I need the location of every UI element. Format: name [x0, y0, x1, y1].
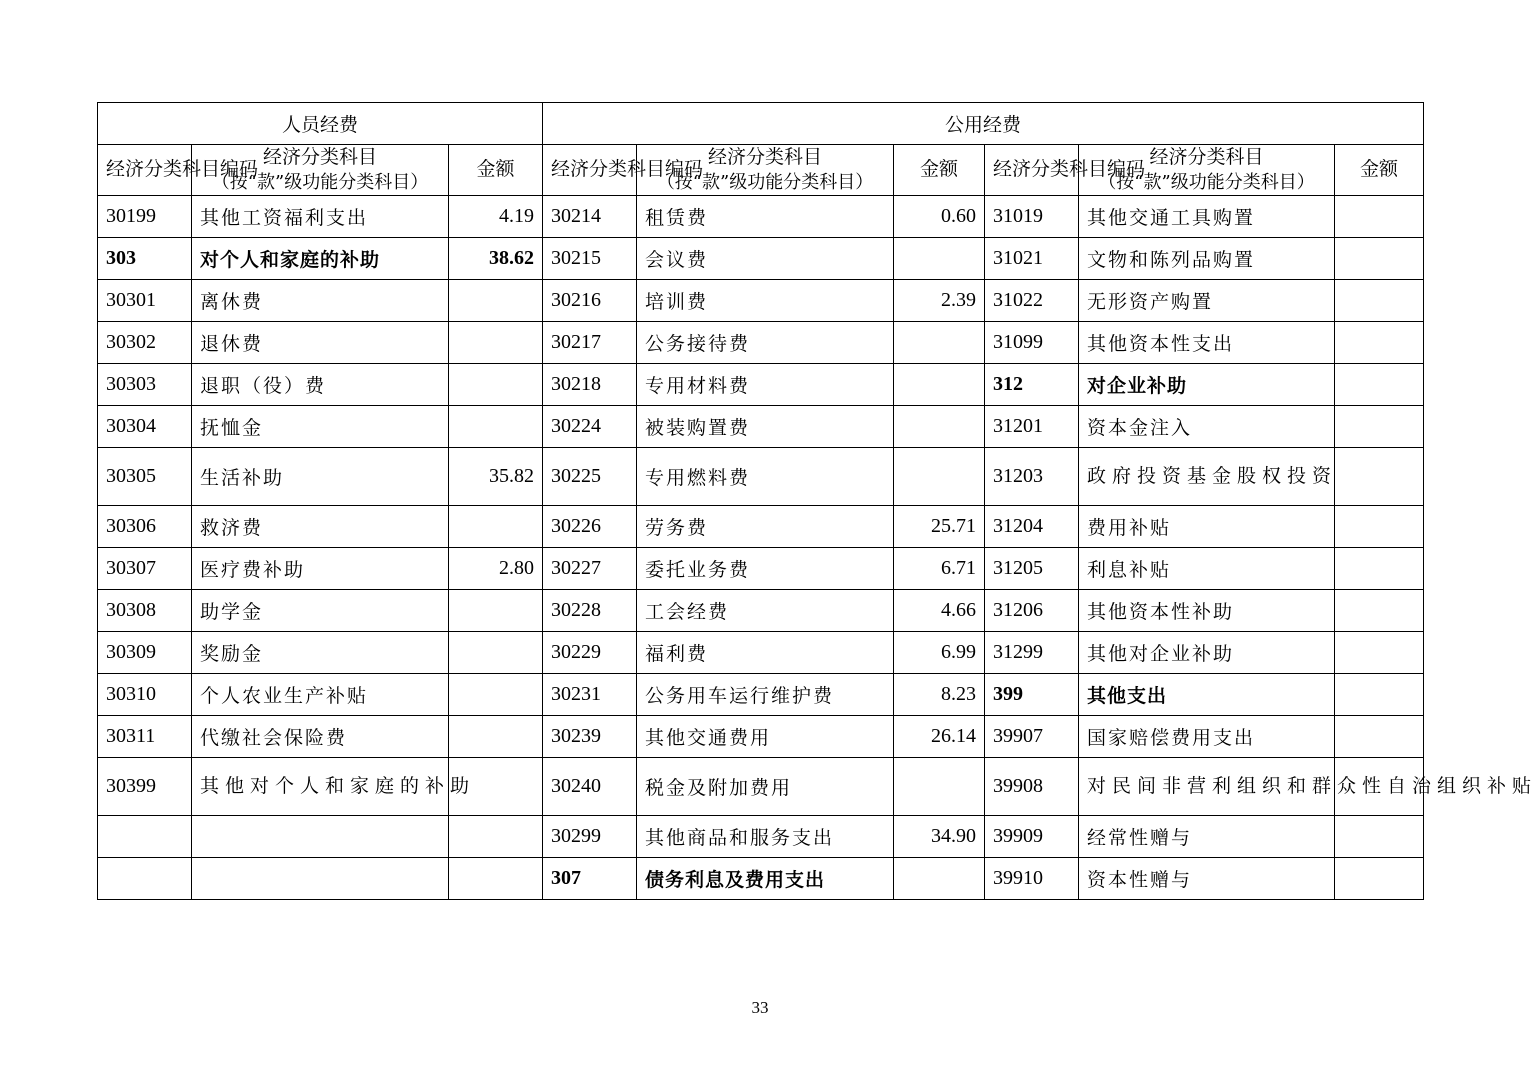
subject-cell: 离休费 [192, 279, 449, 321]
code-cell: 30308 [98, 589, 192, 631]
code-cell: 30229 [543, 631, 637, 673]
code-cell: 30310 [98, 673, 192, 715]
code-cell: 307 [543, 857, 637, 899]
header-code: 经济分类科目编码 [985, 145, 1079, 196]
subject-cell: 对民间非营利组织和群众性自治组织补贴 [1079, 757, 1335, 815]
amount-cell [1335, 815, 1424, 857]
code-cell: 39910 [985, 857, 1079, 899]
amount-cell [894, 757, 985, 815]
subject-cell: 会议费 [637, 237, 894, 279]
amount-cell: 38.62 [449, 237, 543, 279]
table-row [98, 195, 1424, 237]
subject-cell: 奖励金 [192, 631, 449, 673]
subject-cell: 经常性赠与 [1079, 815, 1335, 857]
code-cell: 31099 [985, 321, 1079, 363]
subject-cell: 政府投资基金股权投资 [1079, 447, 1335, 505]
code-cell: 30240 [543, 757, 637, 815]
group-header-row [98, 103, 1424, 145]
amount-cell [1335, 589, 1424, 631]
amount-cell [449, 815, 543, 857]
subject-cell: 劳务费 [637, 505, 894, 547]
header-subject-note: （按“款”级功能分类科目） [656, 171, 874, 193]
amount-cell: 0.60 [894, 195, 985, 237]
code-cell: 30214 [543, 195, 637, 237]
code-cell: 30301 [98, 279, 192, 321]
subject-cell: 对个人和家庭的补助 [192, 237, 449, 279]
table-row [98, 237, 1424, 279]
code-cell: 30216 [543, 279, 637, 321]
amount-cell [449, 505, 543, 547]
code-cell: 30199 [98, 195, 192, 237]
code-cell: 31201 [985, 405, 1079, 447]
amount-cell [449, 279, 543, 321]
column-header-row [98, 145, 1424, 196]
code-cell: 30239 [543, 715, 637, 757]
amount-cell [894, 363, 985, 405]
amount-cell [1335, 279, 1424, 321]
subject-cell: 个人农业生产补贴 [192, 673, 449, 715]
code-cell: 30304 [98, 405, 192, 447]
subject-cell: 文物和陈列品购置 [1079, 237, 1335, 279]
amount-cell: 34.90 [894, 815, 985, 857]
header-subject-note: （按“款”级功能分类科目） [211, 171, 429, 193]
subject-cell: 福利费 [637, 631, 894, 673]
expenditure-table [97, 102, 1537, 900]
subject-cell: 税金及附加费用 [637, 757, 894, 815]
subject-cell [192, 857, 449, 899]
code-cell: 312 [985, 363, 1079, 405]
amount-cell [1335, 631, 1424, 673]
table-row [98, 631, 1424, 673]
amount-cell: 2.80 [449, 547, 543, 589]
table-row [98, 405, 1424, 447]
header-amount: 金额 [894, 145, 985, 196]
amount-cell: 2.39 [894, 279, 985, 321]
amount-cell: 6.71 [894, 547, 985, 589]
amount-cell [1335, 321, 1424, 363]
amount-cell: 4.66 [894, 589, 985, 631]
subject-cell: 助学金 [192, 589, 449, 631]
code-cell: 30228 [543, 589, 637, 631]
amount-cell: 4.19 [449, 195, 543, 237]
code-cell: 31205 [985, 547, 1079, 589]
amount-cell: 8.23 [894, 673, 985, 715]
code-cell: 31019 [985, 195, 1079, 237]
subject-cell: 资本金注入 [1079, 405, 1335, 447]
subject-cell [192, 815, 449, 857]
code-cell: 303 [98, 237, 192, 279]
group-personnel: 人员经费 [98, 103, 543, 145]
code-cell: 30215 [543, 237, 637, 279]
amount-cell [449, 631, 543, 673]
subject-cell: 国家赔偿费用支出 [1079, 715, 1335, 757]
code-cell: 399 [985, 673, 1079, 715]
subject-cell: 代缴社会保险费 [192, 715, 449, 757]
header-code: 经济分类科目编码 [98, 145, 192, 196]
code-cell: 30224 [543, 405, 637, 447]
amount-cell [1335, 363, 1424, 405]
amount-cell [1335, 237, 1424, 279]
amount-cell: 35.82 [449, 447, 543, 505]
subject-cell: 培训费 [637, 279, 894, 321]
amount-cell [1335, 547, 1424, 589]
header-subject-note: （按“款”级功能分类科目） [1098, 171, 1315, 193]
table-row [98, 815, 1424, 857]
header-subject-title: 经济分类科目 [262, 146, 377, 168]
header-amount: 金额 [1335, 145, 1424, 196]
subject-cell: 抚恤金 [192, 405, 449, 447]
amount-cell [894, 447, 985, 505]
code-cell: 39908 [985, 757, 1079, 815]
subject-cell: 生活补助 [192, 447, 449, 505]
table-row [98, 279, 1424, 321]
code-cell: 30306 [98, 505, 192, 547]
subject-cell: 其他工资福利支出 [192, 195, 449, 237]
subject-cell: 专用燃料费 [637, 447, 894, 505]
code-cell: 31206 [985, 589, 1079, 631]
code-cell: 30399 [98, 757, 192, 815]
table-row [98, 857, 1424, 899]
amount-cell [894, 321, 985, 363]
code-cell: 30303 [98, 363, 192, 405]
code-cell: 30302 [98, 321, 192, 363]
subject-cell: 公务接待费 [637, 321, 894, 363]
amount-cell [449, 405, 543, 447]
subject-cell: 对企业补助 [1079, 363, 1335, 405]
subject-cell: 其他资本性支出 [1079, 321, 1335, 363]
subject-cell: 其他对企业补助 [1079, 631, 1335, 673]
amount-cell [1335, 195, 1424, 237]
code-cell: 30299 [543, 815, 637, 857]
code-cell: 30307 [98, 547, 192, 589]
amount-cell [1335, 673, 1424, 715]
page-number: 33 [751, 998, 769, 1017]
subject-cell: 无形资产购置 [1079, 279, 1335, 321]
subject-cell: 其他商品和服务支出 [637, 815, 894, 857]
subject-cell: 费用补贴 [1079, 505, 1335, 547]
code-cell: 30226 [543, 505, 637, 547]
amount-cell [1335, 505, 1424, 547]
code-cell: 30218 [543, 363, 637, 405]
code-cell: 31021 [985, 237, 1079, 279]
table-row [98, 757, 1424, 815]
header-code: 经济分类科目编码 [543, 145, 637, 196]
group-public: 公用经费 [543, 103, 1424, 145]
amount-cell: 25.71 [894, 505, 985, 547]
subject-cell: 工会经费 [637, 589, 894, 631]
header-subject-title: 经济分类科目 [708, 146, 823, 168]
code-cell: 31022 [985, 279, 1079, 321]
code-cell: 31204 [985, 505, 1079, 547]
subject-cell: 退休费 [192, 321, 449, 363]
amount-cell [894, 405, 985, 447]
amount-cell [894, 237, 985, 279]
subject-cell: 其他对个人和家庭的补助 [192, 757, 449, 815]
table-row [98, 363, 1424, 405]
table-row [98, 589, 1424, 631]
code-cell: 31299 [985, 631, 1079, 673]
table-row [98, 715, 1424, 757]
amount-cell: 26.14 [894, 715, 985, 757]
subject-cell: 其他支出 [1079, 673, 1335, 715]
amount-cell [1335, 447, 1424, 505]
amount-cell: 6.99 [894, 631, 985, 673]
subject-cell: 被装购置费 [637, 405, 894, 447]
code-cell [98, 857, 192, 899]
table-row [98, 321, 1424, 363]
code-cell: 30227 [543, 547, 637, 589]
subject-cell: 租赁费 [637, 195, 894, 237]
subject-cell: 其他资本性补助 [1079, 589, 1335, 631]
amount-cell [449, 857, 543, 899]
amount-cell [1335, 857, 1424, 899]
code-cell: 30231 [543, 673, 637, 715]
amount-cell [449, 321, 543, 363]
subject-cell: 其他交通费用 [637, 715, 894, 757]
code-cell: 30225 [543, 447, 637, 505]
code-cell: 30311 [98, 715, 192, 757]
amount-cell [1335, 405, 1424, 447]
table-row [98, 547, 1424, 589]
subject-cell: 资本性赠与 [1079, 857, 1335, 899]
code-cell [98, 815, 192, 857]
subject-cell: 利息补贴 [1079, 547, 1335, 589]
subject-cell: 救济费 [192, 505, 449, 547]
code-cell: 30309 [98, 631, 192, 673]
amount-cell [1335, 715, 1424, 757]
subject-cell: 公务用车运行维护费 [637, 673, 894, 715]
subject-cell: 退职（役）费 [192, 363, 449, 405]
code-cell: 31203 [985, 447, 1079, 505]
subject-cell: 委托业务费 [637, 547, 894, 589]
code-cell: 39909 [985, 815, 1079, 857]
table-row [98, 673, 1424, 715]
table-row [98, 505, 1424, 547]
amount-cell [894, 857, 985, 899]
table-row [98, 447, 1424, 505]
code-cell: 30305 [98, 447, 192, 505]
subject-cell: 专用材料费 [637, 363, 894, 405]
code-cell: 39907 [985, 715, 1079, 757]
code-cell: 30217 [543, 321, 637, 363]
amount-cell [449, 589, 543, 631]
amount-cell [449, 363, 543, 405]
subject-cell: 其他交通工具购置 [1079, 195, 1335, 237]
header-amount: 金额 [449, 145, 543, 196]
header-subject-title: 经济分类科目 [1149, 146, 1264, 168]
subject-cell: 医疗费补助 [192, 547, 449, 589]
subject-cell: 债务利息及费用支出 [637, 857, 894, 899]
amount-cell [449, 673, 543, 715]
amount-cell [449, 715, 543, 757]
